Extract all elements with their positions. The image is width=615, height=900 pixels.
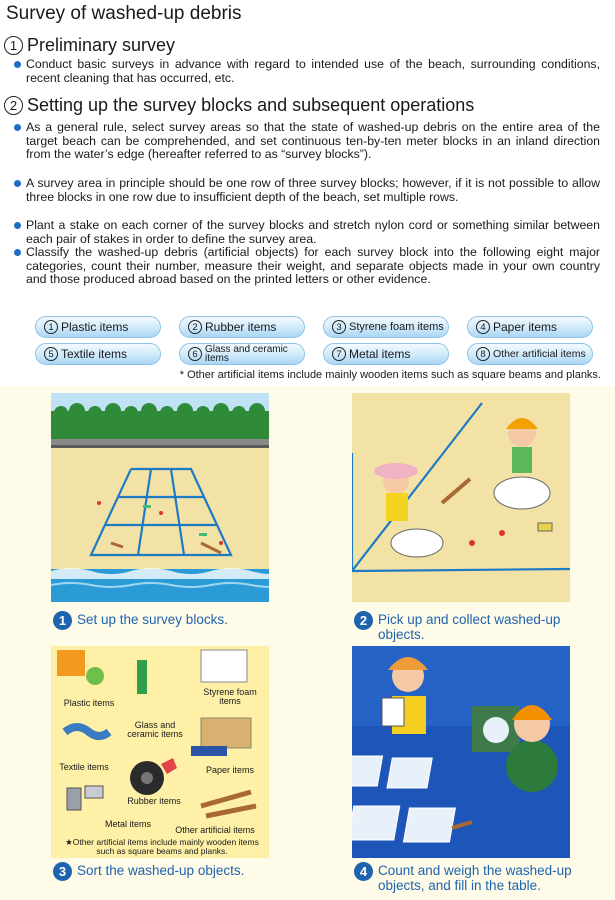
step-number-badge: 4: [354, 862, 373, 881]
category-pill: 3 Styrene foam items: [323, 316, 449, 338]
bullet-dot-icon: [14, 222, 21, 229]
step-number-badge: 2: [354, 611, 373, 630]
categories-note: * Other artificial items include mainly wooden items such as square beams and planks.: [179, 369, 601, 381]
step-number-badge: 3: [53, 862, 72, 881]
sort-label: Other artificial items: [175, 825, 255, 835]
sort-label: Metal items: [104, 819, 151, 829]
sort-label: Textile items: [59, 762, 109, 772]
category-pill: 6 Glass and ceramic items: [179, 343, 305, 365]
bullet-dot-icon: [14, 249, 21, 256]
sort-label: Paper items: [205, 765, 255, 775]
category-pill: 4 Paper items: [467, 316, 593, 338]
bullet-dot-icon: [14, 61, 21, 68]
section2-heading: [4, 95, 474, 116]
text-section: [0, 0, 615, 386]
category-pill: 7 Metal items: [323, 343, 449, 365]
step-number-badge: 1: [53, 611, 72, 630]
sort-label: Styrene foam items: [203, 687, 257, 706]
illustration-collect-objects: [352, 393, 570, 602]
sort-label: Glass and ceramic items: [127, 720, 183, 739]
category-pill: 8 Other artificial items: [467, 343, 593, 365]
sort-label: Plastic items: [63, 698, 115, 708]
illustration-count-weigh: [352, 646, 570, 858]
section2-number: 2: [4, 96, 23, 115]
illustration-sort-objects: [51, 646, 269, 858]
category-pill: 5 Textile items: [35, 343, 161, 365]
category-pill: 2 Rubber items: [179, 316, 305, 338]
section1-heading: [4, 35, 175, 56]
step-caption: 3 Sort the washed-up objects.: [77, 863, 272, 878]
page-title: Survey of washed-up debris: [6, 3, 242, 24]
section1-title: Preliminary survey: [27, 35, 176, 55]
step-caption: 1 Set up the survey blocks.: [77, 612, 272, 627]
sort-label: Rubber items: [127, 796, 181, 806]
bullet-item: As a general rule, select survey areas so that the state of washed-up debris on the entire area of the target beach can be comprehended, and set continuous ten-by-ten meter blocks in an inland direction from the water’s edge (hereafter referred to as “survey blocks”).: [26, 121, 600, 162]
illustration-survey-blocks: [51, 393, 269, 602]
step-caption: 4 Count and weigh the washed-up objects, and fill in the table.: [378, 863, 583, 893]
bullet-item: Classify the washed-up debris (artificial objects) for each survey block into the following eight major categories, count their number, measure their weight, and separate objects made in your own country and those produced abroad based on the printed letters or other evidence.: [26, 246, 600, 287]
bullet-item: Plant a stake on each corner of the survey blocks and stretch nylon cord or something similar between each pair of stakes in order to define the survey area.: [26, 219, 600, 246]
section1-number: 1: [4, 36, 23, 55]
bullet-item: Conduct basic surveys in advance with regard to intended use of the beach, surrounding conditions, recent cleaning that has occurred, etc.: [26, 58, 600, 85]
bullet-dot-icon: [14, 180, 21, 187]
bullet-dot-icon: [14, 124, 21, 131]
sort-footnote: ★Other artificial items include mainly wooden items such as square beams and planks.: [65, 837, 259, 856]
step-caption: 2 Pick up and collect washed-up objects.: [378, 612, 583, 642]
section2-title: Setting up the survey blocks and subsequent operations: [27, 95, 475, 115]
bullet-item: A survey area in principle should be one row of three survey blocks; however, if it is not possible to allow three blocks in one row due to insufficient depth of the beach, set multiple rows.: [26, 177, 600, 204]
category-pill: 1 Plastic items: [35, 316, 161, 338]
